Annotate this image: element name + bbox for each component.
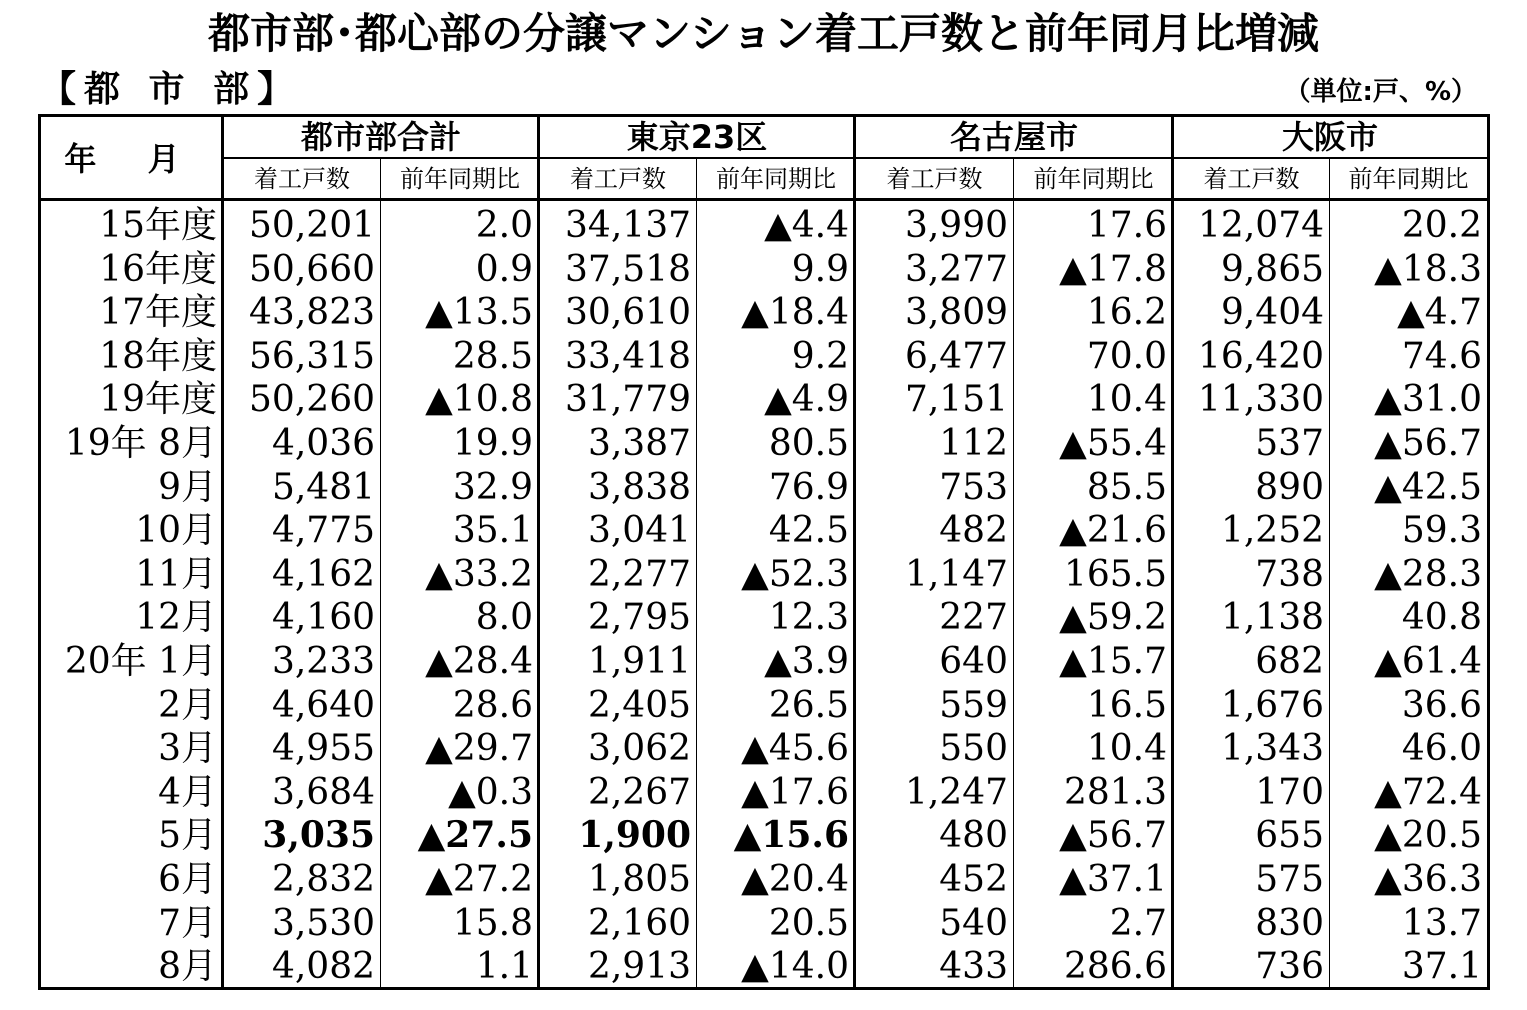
cell-starts: 640: [939, 641, 1008, 682]
cell-yoy: 10.4: [1086, 379, 1167, 421]
cell-starts: 227: [939, 597, 1008, 639]
row-label: 10月: [135, 510, 217, 552]
cell-yoy: ▲29.7: [425, 728, 533, 770]
table-row: [41, 291, 1487, 335]
cell-yoy: 46.0: [1401, 728, 1482, 770]
cell-starts: 1,900: [578, 814, 691, 857]
cell-yoy: ▲45.6: [741, 728, 849, 770]
table-row: [41, 945, 1487, 989]
header-sub-starts: 着工戸数: [1203, 165, 1300, 193]
cell-yoy: ▲21.6: [1059, 510, 1167, 552]
cell-starts: 5,481: [271, 466, 375, 508]
row-label: 20年 1月: [64, 641, 217, 682]
cell-starts: 9,404: [1220, 292, 1324, 334]
cell-yoy: 165.5: [1063, 553, 1167, 595]
row-label: 16年度: [99, 248, 217, 290]
row-label: 4月: [158, 771, 217, 813]
data-table: [38, 114, 1490, 990]
cell-yoy: 37.1: [1401, 946, 1482, 988]
row-label: 19年 8月: [64, 423, 217, 464]
cell-yoy: ▲15.6: [733, 814, 849, 857]
cell-starts: 559: [939, 684, 1008, 726]
header-year-month: 年 月: [64, 140, 200, 178]
table-row: [41, 466, 1487, 510]
cell-starts: 3,233: [271, 641, 375, 682]
cell-starts: 33,418: [565, 335, 691, 377]
cell-yoy: 40.8: [1401, 597, 1482, 639]
cell-yoy: 286.6: [1063, 946, 1167, 988]
header-sub-yoy: 前年同期比: [716, 165, 836, 193]
cell-yoy: 281.3: [1063, 771, 1167, 813]
row-label: 19年度: [99, 379, 217, 421]
cell-yoy: ▲10.8: [425, 379, 533, 421]
cell-starts: 3,062: [587, 728, 691, 770]
cell-starts: 2,160: [587, 902, 691, 944]
cell-starts: 56,315: [249, 335, 375, 377]
cell-yoy: 8.0: [475, 597, 533, 639]
cell-starts: 682: [1255, 641, 1324, 682]
cell-starts: 2,832: [271, 859, 375, 900]
row-label: 7月: [158, 902, 217, 944]
table-row: [41, 204, 1487, 248]
cell-starts: 575: [1255, 859, 1324, 900]
cell-yoy: 26.5: [768, 684, 849, 726]
cell-yoy: 35.1: [452, 510, 533, 552]
row-label: 18年度: [99, 335, 217, 377]
table-row: [41, 378, 1487, 422]
cell-yoy: ▲55.4: [1059, 423, 1167, 464]
cell-starts: 170: [1255, 771, 1324, 813]
cell-starts: 2,277: [587, 553, 691, 595]
cell-starts: 12,074: [1198, 205, 1324, 246]
cell-starts: 1,805: [587, 859, 691, 900]
cell-starts: 37,518: [565, 248, 691, 290]
cell-yoy: ▲56.7: [1059, 815, 1167, 857]
cell-yoy: 17.6: [1086, 205, 1167, 246]
cell-starts: 3,041: [587, 510, 691, 552]
cell-starts: 452: [939, 859, 1008, 900]
cell-starts: 3,809: [904, 292, 1008, 334]
cell-starts: 31,779: [565, 379, 691, 421]
row-label: 15年度: [99, 205, 217, 246]
cell-yoy: 2.7: [1109, 902, 1167, 944]
row-label: 6月: [158, 859, 217, 900]
cell-starts: 2,267: [587, 771, 691, 813]
cell-starts: 2,405: [587, 684, 691, 726]
cell-yoy: ▲59.2: [1059, 597, 1167, 639]
cell-starts: 537: [1255, 423, 1324, 464]
cell-starts: 50,201: [249, 205, 375, 246]
row-label: 8月: [158, 946, 217, 988]
cell-yoy: 16.2: [1086, 292, 1167, 334]
cell-yoy: ▲20.5: [1374, 815, 1482, 857]
table-row: [41, 422, 1487, 466]
cell-starts: 655: [1255, 815, 1324, 857]
cell-yoy: 0.9: [475, 248, 533, 290]
header-sub-starts: 着工戸数: [254, 165, 350, 193]
cell-starts: 1,138: [1220, 597, 1324, 639]
cell-yoy: ▲17.6: [741, 771, 849, 813]
cell-yoy: ▲52.3: [741, 553, 849, 595]
cell-yoy: ▲36.3: [1374, 859, 1482, 900]
row-label: 3月: [158, 728, 217, 770]
cell-yoy: 19.9: [452, 423, 533, 464]
row-label: 9月: [158, 466, 217, 508]
cell-starts: 4,162: [271, 553, 375, 595]
cell-starts: 3,387: [587, 423, 691, 464]
cell-yoy: 15.8: [452, 902, 533, 944]
cell-yoy: 42.5: [768, 510, 849, 552]
cell-starts: 753: [939, 466, 1008, 508]
cell-yoy: ▲15.7: [1059, 641, 1167, 682]
cell-yoy: ▲28.3: [1374, 553, 1482, 595]
cell-yoy: 13.7: [1401, 902, 1482, 944]
cell-yoy: 36.6: [1401, 684, 1482, 726]
cell-yoy: ▲37.1: [1059, 859, 1167, 900]
row-label: 5月: [158, 815, 217, 857]
cell-yoy: ▲0.3: [448, 771, 533, 813]
cell-starts: 550: [939, 728, 1008, 770]
cell-starts: 112: [939, 423, 1008, 464]
cell-yoy: ▲33.2: [425, 553, 533, 595]
cell-starts: 830: [1255, 902, 1324, 944]
cell-starts: 50,660: [249, 248, 375, 290]
cell-yoy: ▲20.4: [741, 859, 849, 900]
cell-yoy: 10.4: [1086, 728, 1167, 770]
cell-starts: 890: [1255, 466, 1324, 508]
cell-starts: 433: [939, 946, 1008, 988]
header-group-tokyo23: 東京23区: [626, 118, 768, 156]
cell-yoy: 2.0: [475, 205, 533, 246]
cell-yoy: 20.2: [1401, 205, 1482, 246]
cell-yoy: ▲3.9: [764, 641, 849, 682]
cell-starts: 6,477: [904, 335, 1008, 377]
table-row: [41, 553, 1487, 597]
cell-yoy: 9.9: [791, 248, 849, 290]
table-row: [41, 771, 1487, 815]
section-label: 【都 市 部】: [40, 69, 302, 110]
cell-yoy: 20.5: [768, 902, 849, 944]
cell-starts: 16,420: [1198, 335, 1324, 377]
table-row: [41, 727, 1487, 771]
cell-starts: 1,343: [1220, 728, 1324, 770]
header-sub-yoy: 前年同期比: [400, 165, 520, 193]
cell-starts: 3,684: [271, 771, 375, 813]
header-sub-starts: 着工戸数: [886, 165, 983, 193]
cell-starts: 4,640: [271, 684, 375, 726]
cell-starts: 480: [939, 815, 1008, 857]
cell-yoy: 1.1: [475, 946, 533, 988]
cell-starts: 738: [1255, 553, 1324, 595]
cell-yoy: ▲18.4: [741, 292, 849, 334]
cell-yoy: ▲56.7: [1374, 423, 1482, 464]
cell-yoy: ▲4.7: [1397, 292, 1482, 334]
row-label: 17年度: [99, 292, 217, 334]
cell-starts: 4,160: [271, 597, 375, 639]
table-header: [41, 117, 1487, 201]
cell-yoy: ▲4.9: [764, 379, 849, 421]
cell-starts: 3,530: [271, 902, 375, 944]
cell-starts: 4,082: [271, 946, 375, 988]
cell-starts: 34,137: [565, 205, 691, 246]
cell-starts: 3,035: [262, 814, 375, 857]
cell-starts: 1,252: [1220, 510, 1324, 552]
cell-yoy: ▲4.4: [764, 205, 849, 246]
cell-yoy: ▲27.5: [417, 814, 533, 857]
table-row: [41, 596, 1487, 640]
header-sub-yoy: 前年同期比: [1033, 165, 1154, 193]
header-group-osaka: 大阪市: [1281, 118, 1378, 156]
cell-yoy: ▲42.5: [1374, 466, 1482, 508]
row-label: 12月: [135, 597, 217, 639]
cell-yoy: ▲14.0: [741, 946, 849, 988]
cell-yoy: ▲72.4: [1374, 771, 1482, 813]
cell-yoy: ▲17.8: [1059, 248, 1167, 290]
header-sub-starts: 着工戸数: [570, 165, 666, 193]
cell-starts: 4,775: [271, 510, 375, 552]
page-title: 都市部･都心部の分譲マンション着工戸数と前年同月比増減: [207, 9, 1320, 58]
cell-starts: 1,147: [904, 553, 1008, 595]
table-row: [41, 902, 1487, 946]
cell-starts: 540: [939, 902, 1008, 944]
cell-yoy: 9.2: [791, 335, 849, 377]
cell-yoy: ▲28.4: [425, 641, 533, 682]
cell-starts: 50,260: [249, 379, 375, 421]
cell-starts: 2,913: [587, 946, 691, 988]
header-group-urban-total: 都市部合計: [300, 118, 461, 156]
cell-yoy: 70.0: [1086, 335, 1167, 377]
table-row: [41, 509, 1487, 553]
cell-starts: 11,330: [1198, 379, 1324, 421]
cell-starts: 30,610: [565, 292, 691, 334]
cell-starts: 2,795: [587, 597, 691, 639]
table-row: [41, 684, 1487, 728]
cell-starts: 4,036: [271, 423, 375, 464]
header-group-nagoya: 名古屋市: [949, 118, 1078, 156]
cell-starts: 4,955: [271, 728, 375, 770]
cell-yoy: ▲31.0: [1374, 379, 1482, 421]
table-row: [41, 640, 1487, 684]
cell-yoy: ▲27.2: [425, 859, 533, 900]
table-row: [41, 335, 1487, 379]
table-row: [41, 248, 1487, 292]
table-row: [41, 814, 1487, 858]
cell-yoy: ▲61.4: [1374, 641, 1482, 682]
cell-yoy: 80.5: [768, 423, 849, 464]
unit-note: （単位:戸、%）: [1284, 77, 1477, 107]
cell-yoy: ▲18.3: [1374, 248, 1482, 290]
cell-yoy: 28.5: [452, 335, 533, 377]
cell-starts: 1,247: [904, 771, 1008, 813]
row-label: 11月: [135, 553, 217, 595]
cell-yoy: 76.9: [768, 466, 849, 508]
cell-starts: 43,823: [249, 292, 375, 334]
cell-yoy: 74.6: [1401, 335, 1482, 377]
cell-starts: 1,911: [587, 641, 691, 682]
cell-yoy: 85.5: [1086, 466, 1167, 508]
cell-yoy: 28.6: [452, 684, 533, 726]
cell-starts: 482: [939, 510, 1008, 552]
cell-starts: 3,990: [904, 205, 1008, 246]
cell-starts: 3,838: [587, 466, 691, 508]
cell-yoy: ▲13.5: [425, 292, 533, 334]
cell-starts: 736: [1255, 946, 1324, 988]
cell-yoy: 32.9: [452, 466, 533, 508]
cell-starts: 7,151: [904, 379, 1008, 421]
cell-yoy: 12.3: [768, 597, 849, 639]
cell-starts: 1,676: [1220, 684, 1324, 726]
row-label: 2月: [158, 684, 217, 726]
cell-starts: 9,865: [1220, 248, 1324, 290]
header-sub-yoy: 前年同期比: [1348, 165, 1469, 193]
cell-yoy: 16.5: [1086, 684, 1167, 726]
table-row: [41, 858, 1487, 902]
cell-yoy: 59.3: [1401, 510, 1482, 552]
cell-starts: 3,277: [904, 248, 1008, 290]
